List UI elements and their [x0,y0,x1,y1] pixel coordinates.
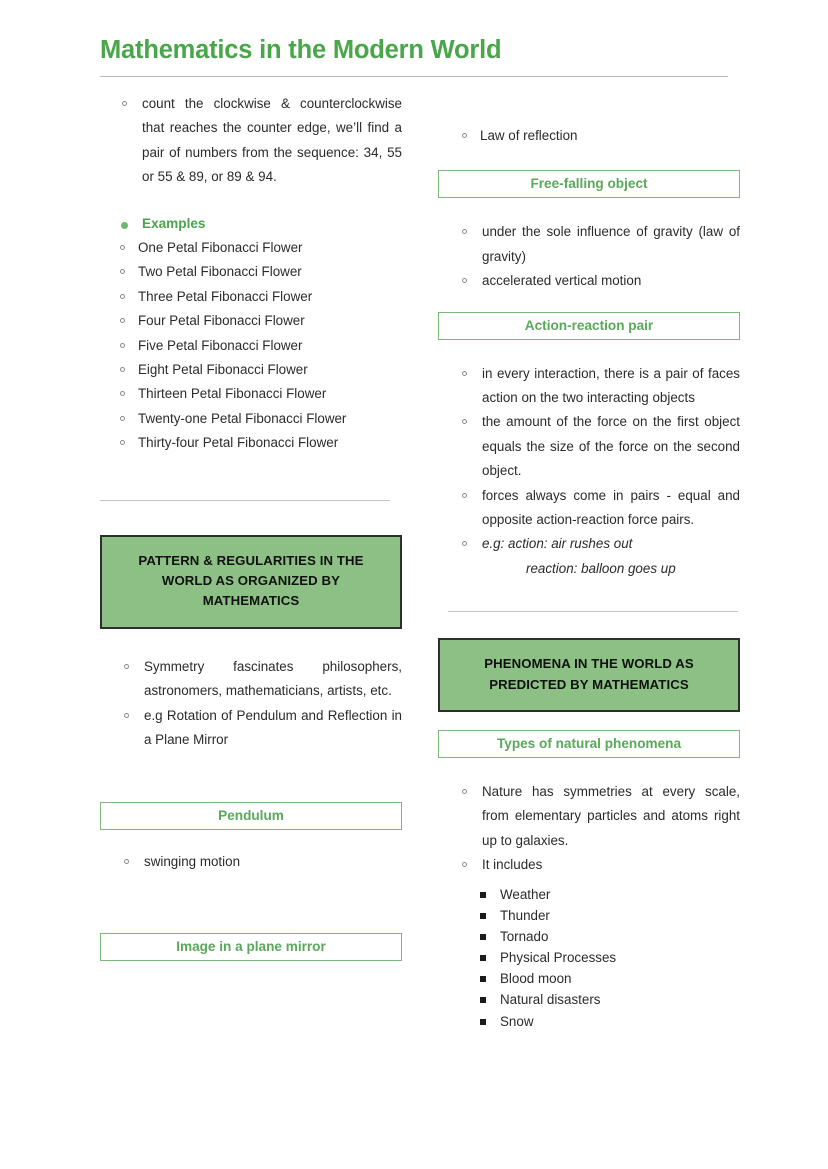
section-banner-label: PHENOMENA IN THE WORLD AS PREDICTED BY MATHEMATICS [484,656,694,692]
list-item-label: accelerated vertical motion [482,273,642,289]
spacer [438,340,740,362]
list-item [100,431,402,455]
circle-bullet-icon [462,371,467,376]
circle-bullet-icon [462,862,467,867]
pendulum-box [100,802,402,830]
list-item-label: count the clockwise & counterclockwise that reaches the counter edge, we’ll find a pair of numbers from the sequence: 34, 55 or 55 & 89, or 89 & 94. [142,96,402,185]
list-item [100,704,402,753]
types-points-list [438,780,740,878]
types-box [438,730,740,758]
title-block [100,36,728,77]
reflection-list [438,124,740,148]
list-item [100,236,402,260]
spacer [100,501,402,535]
list-item-label: Weather [500,886,551,902]
list-item [438,780,740,853]
list-item-label: Symmetry fascinates philosophers, astronomers, mathematicians, artists, etc. [144,658,402,699]
title-divider [100,76,728,77]
square-bullet-icon [480,934,486,940]
list-item-label: Thirteen Petal Fibonacci Flower [138,386,327,402]
circle-bullet-icon [122,101,127,106]
examples-list [100,236,402,456]
mirror-box [100,933,402,961]
spacer [100,629,402,655]
list-item [438,410,740,483]
list-item-label: Tornado [500,928,549,944]
circle-bullet-icon [120,367,125,372]
examples-heading-label: Examples [142,215,206,231]
list-item [438,947,740,968]
list-item-label: Two Petal Fibonacci Flower [138,264,302,280]
pattern-points-list [100,655,402,753]
list-item [100,334,402,358]
spacer [438,712,740,730]
list-item-label: Snow [500,1013,534,1029]
circle-bullet-icon [120,416,125,421]
list-item [100,309,402,333]
list-item-label: the amount of the force on the first object equals the size of the force on the second object. [482,414,740,479]
circle-bullet-icon [120,294,125,299]
example-action-label: e.g: action: air rushes out [482,536,633,552]
list-item [100,92,402,190]
list-item-label: Five Petal Fibonacci Flower [138,337,303,353]
list-item [100,382,402,406]
list-item [438,853,740,877]
list-item-label: Eight Petal Fibonacci Flower [138,361,308,377]
circle-bullet-icon [120,440,125,445]
spacer [100,456,402,500]
list-item [438,269,740,293]
pendulum-points-list [100,850,402,874]
list-item-label: Natural disasters [500,992,601,1008]
action-reaction-box [438,312,740,340]
circle-bullet-icon [120,391,125,396]
list-item [438,362,740,411]
spacer [438,581,740,611]
list-item-label: It includes [482,857,543,873]
free-falling-box [438,170,740,198]
spacer [100,875,402,933]
list-item [438,1011,740,1032]
circle-bullet-icon [124,859,129,864]
spacer [438,758,740,780]
list-item-label: swinging motion [144,854,241,870]
square-bullet-icon [480,1019,486,1025]
spacer [438,612,740,638]
phenomena-sublist [438,884,740,1032]
free-falling-points-list [438,220,740,293]
types-box-label: Types of natural phenomena [496,735,682,751]
square-bullet-icon [480,976,486,982]
circle-bullet-icon [120,245,125,250]
section-banner-pattern [100,535,402,629]
list-item-label: Law of reflection [480,128,578,143]
list-item [100,655,402,704]
list-item [438,484,740,533]
example-reaction-label: reaction: balloon goes up [526,560,676,576]
circle-bullet-icon [462,278,467,283]
list-item [100,850,402,874]
circle-bullet-icon [462,541,467,546]
list-item-example [438,532,740,581]
list-item-label: Blood moon [500,971,572,987]
right-column [438,124,740,1032]
pendulum-box-label: Pendulum [218,808,284,824]
examples-heading [100,212,402,236]
list-item [438,905,740,926]
action-reaction-box-label: Action-reaction pair [524,317,654,333]
action-reaction-points-list [438,362,740,582]
circle-bullet-icon [462,493,467,498]
circle-bullet-icon [120,318,125,323]
mirror-box-label: Image in a plane mirror [176,938,326,954]
list-item [438,989,740,1010]
circle-bullet-icon [462,419,467,424]
list-item-label: under the sole influence of gravity (law of gravity) [482,224,740,264]
list-item [438,884,740,905]
list-item [438,124,740,148]
spacer [100,752,402,802]
square-bullet-icon [480,892,486,898]
spacer [438,198,740,220]
list-item [438,220,740,269]
list-item-label: in every interaction, there is a pair of faces action on the two interacting objects [482,365,740,405]
free-falling-box-label: Free-falling object [530,176,648,192]
list-item-label: One Petal Fibonacci Flower [138,240,303,256]
spacer [100,190,402,212]
circle-bullet-icon [124,713,129,718]
page-title: Mathematics in the Modern World [100,36,502,64]
list-item [438,926,740,947]
circle-bullet-icon [124,664,129,669]
section-banner-phenomena [438,638,740,712]
list-item [438,968,740,989]
list-item [100,285,402,309]
circle-bullet-icon [120,269,125,274]
circle-bullet-icon [462,789,467,794]
disc-bullet-icon [121,222,128,229]
square-bullet-icon [480,955,486,961]
list-item-label: Thunder [500,907,550,923]
list-item-label: Thirty-four Petal Fibonacci Flower [138,435,339,451]
list-item-label: Three Petal Fibonacci Flower [138,288,313,304]
circle-bullet-icon [462,229,467,234]
list-item-label: Four Petal Fibonacci Flower [138,313,305,329]
list-item-label: e.g Rotation of Pendulum and Reflection in a Plane Mirror [144,707,402,748]
spacer [100,830,402,850]
spacer [438,294,740,312]
list-item [100,260,402,284]
square-bullet-icon [480,913,486,919]
left-column [100,92,402,961]
list-item-label: Physical Processes [500,950,617,966]
square-bullet-icon [480,997,486,1003]
list-item-label: Nature has symmetries at every scale, from elementary particles and atoms right up to galaxies. [482,783,740,848]
list-item-label: forces always come in pairs - equal and opposite action-reaction force pairs. [482,487,740,527]
continued-list [100,92,402,190]
list-item [100,358,402,382]
spacer [438,148,740,170]
circle-bullet-icon [462,133,467,138]
circle-bullet-icon [120,343,125,348]
section-banner-label: PATTERN & REGULARITIES IN THE WORLD AS ORGANIZED BY MATHEMATICS [138,552,364,609]
list-item-label: Twenty-one Petal Fibonacci Flower [138,410,347,426]
list-item [100,407,402,431]
